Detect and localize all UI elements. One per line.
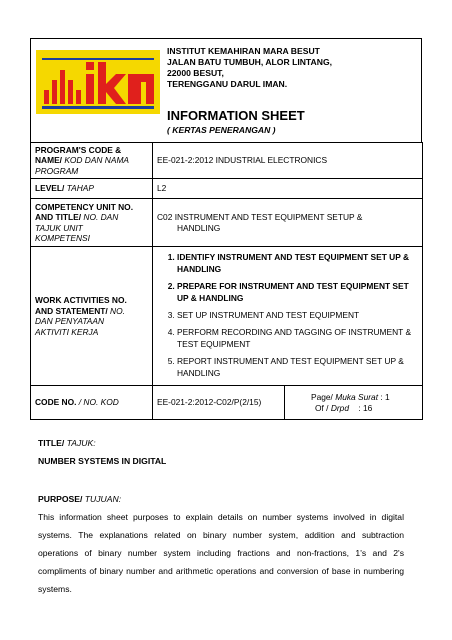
work-activities-row <box>31 247 423 386</box>
program-label: PROGRAM'S CODE & NAME/ KOD DAN NAMA PROGRAM <box>31 143 153 179</box>
title-label: TITLE/ TAJUK: <box>38 438 96 448</box>
activity-item: 1. IDENTIFY INSTRUMENT AND TEST EQUIPMENT SET UP & HANDLING <box>177 251 418 275</box>
page-number: : 1 <box>380 392 390 402</box>
activity-item: 5. REPORT INSTRUMENT AND TEST EQUIPMENT SET UP & HANDLING <box>177 355 418 379</box>
work-activities-label: WORK ACTIVITIES NO. AND STATEMENT/ NO. DAN PENYATAAN AKTIVITI KERJA <box>31 247 153 386</box>
program-value: EE-021-2:2012 INDUSTRIAL ELECTRONICS <box>153 143 423 179</box>
institute-line: JALAN BATU TUMBUH, ALOR LINTANG, <box>167 57 333 67</box>
code-label: CODE NO. / NO. KOD <box>31 386 153 420</box>
work-activities-list <box>153 247 423 386</box>
activity-item: 2. PREPARE FOR INSTRUMENT AND TEST EQUIPMENT SET UP & HANDLING <box>177 280 418 304</box>
level-value: L2 <box>153 179 423 199</box>
program-row <box>31 143 423 179</box>
institute-line: TERENGGANU DARUL IMAN. <box>167 79 288 89</box>
institute-line: 22000 BESUT, <box>167 68 224 78</box>
competency-row <box>31 199 423 247</box>
code-row <box>31 386 423 420</box>
activity-item: 4. PERFORM RECORDING AND TAGGING OF INSTRUMENT & TEST EQUIPMENT <box>177 326 418 350</box>
page-info: Page/ Muka Surat : 1 Of / Drpd : 16 <box>285 386 423 420</box>
competency-label: COMPETENCY UNIT NO. AND TITLE/ NO. DAN TAJUK UNIT KOMPETENSI <box>31 199 153 247</box>
level-label: LEVEL/ TAHAP <box>31 179 153 199</box>
purpose-label: PURPOSE/ TUJUAN: <box>38 494 122 504</box>
institute-address <box>167 46 332 90</box>
purpose-text: This information sheet purposes to explain details on number systems involved in digital systems. The explanations related on binary number system, addition and subtraction operations of binary number system including fractions and non-fractions, 1's and 2's compliments of binary number and arithmetic operations and conversion of base in numbering systems. <box>38 512 404 594</box>
code-value: EE-021-2:2012-C02/P(2/15) <box>153 386 285 420</box>
sheet-title: INFORMATION SHEET <box>167 108 305 123</box>
total-pages: : 16 <box>358 402 373 413</box>
title-text: NUMBER SYSTEMS IN DIGITAL <box>38 456 167 466</box>
sheet-subtitle: ( KERTAS PENERANGAN ) <box>167 125 276 135</box>
level-row <box>31 179 423 199</box>
institute-line: INSTITUT KEMAHIRAN MARA BESUT <box>167 46 320 56</box>
activity-item: 3. SET UP INSTRUMENT AND TEST EQUIPMENT <box>177 309 418 321</box>
ikm-logo <box>36 50 160 114</box>
details-table <box>30 142 423 420</box>
competency-value: C02 INSTRUMENT AND TEST EQUIPMENT SETUP & HANDLING <box>153 199 423 247</box>
